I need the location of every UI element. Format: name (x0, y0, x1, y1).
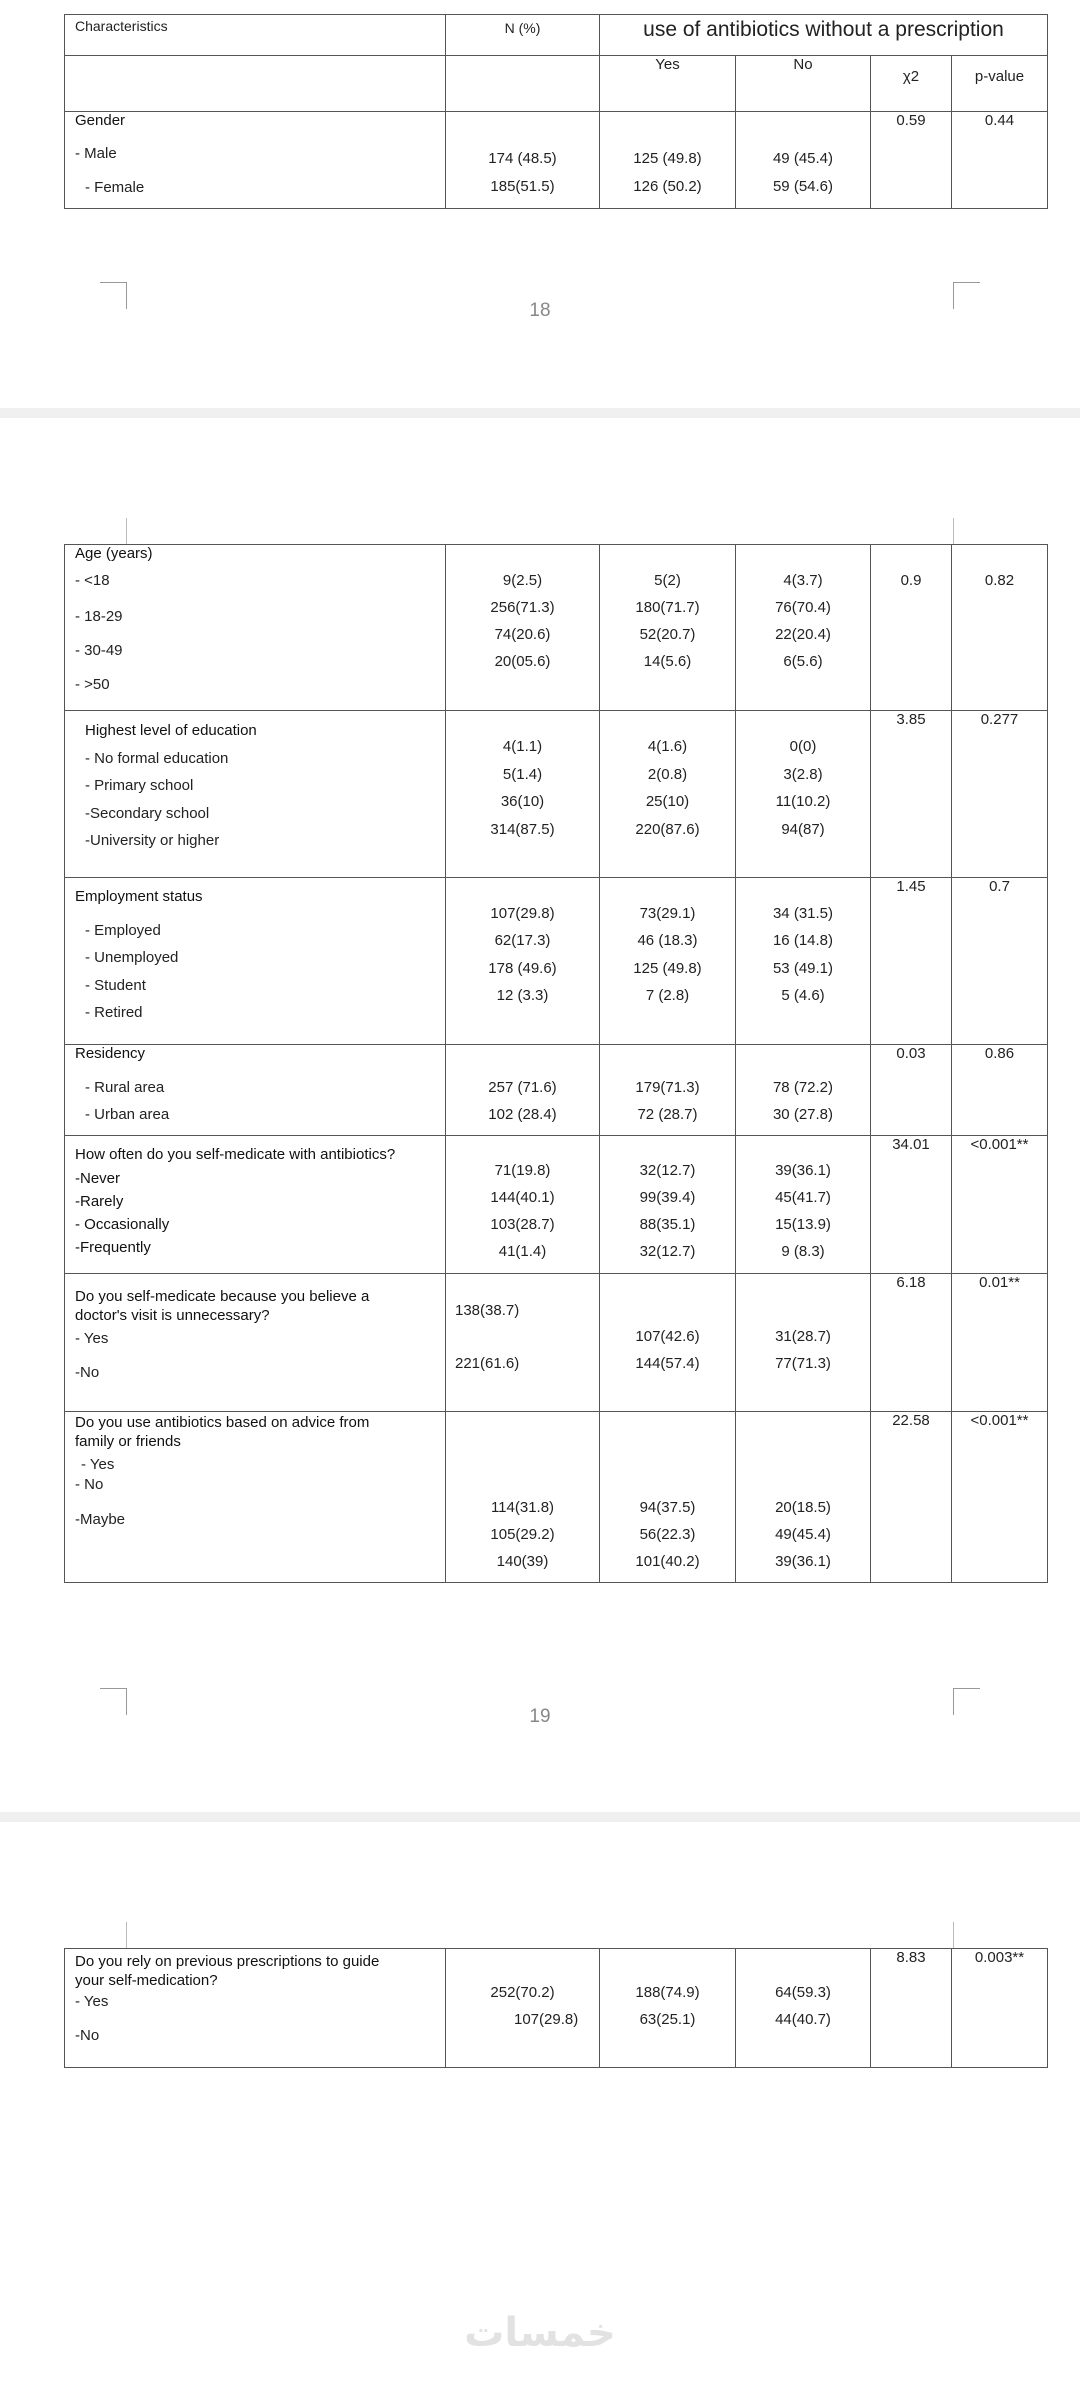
age-title: Age (years) (75, 545, 153, 562)
previous-title-line2: your self-medication? (75, 1972, 218, 1989)
employment-row-label: - Student (85, 977, 146, 994)
employment-chi2-value: 1.45 (896, 878, 926, 895)
age-n (446, 545, 600, 711)
frequency-no-value: 45(41.7) (775, 1189, 831, 1206)
education-n-value: 36(10) (500, 793, 545, 810)
residency-p (952, 1045, 1048, 1136)
age-n-value: 256(71.3) (490, 599, 555, 616)
age-chi2 (871, 545, 952, 711)
gender-labels (65, 112, 446, 209)
age-no-value: 76(70.4) (775, 599, 831, 616)
advice-chi2 (871, 1412, 952, 1583)
frequency-row-label: - Occasionally (75, 1216, 170, 1233)
age-row-label: - <18 (75, 572, 110, 589)
frequency-row-label: -Frequently (75, 1239, 151, 1256)
frequency-title: How often do you self-medicate with antibiotics? (75, 1146, 396, 1163)
gender-row-label: - Female (85, 179, 145, 196)
employment-yes-value: 46 (18.3) (637, 932, 698, 949)
education-no (736, 711, 871, 878)
education-labels (65, 711, 446, 878)
doctor-no-value: 31(28.7) (775, 1328, 831, 1345)
doctor-labels (65, 1274, 446, 1412)
header-yes-cell (600, 56, 736, 112)
page-separator (0, 408, 1080, 418)
previous-yes (600, 1949, 736, 2068)
frequency-n-value: 71(19.8) (494, 1162, 551, 1179)
gender-n-value: 185(51.5) (490, 178, 555, 195)
frequency-no (736, 1136, 871, 1274)
education-no-value: 94(87) (781, 821, 825, 838)
residency-title: Residency (75, 1045, 146, 1062)
employment-no-value: 5 (4.6) (781, 987, 825, 1004)
header-chi2-cell (871, 56, 952, 112)
residency-labels (65, 1045, 446, 1136)
page-number: 18 (529, 300, 551, 321)
residency-yes (600, 1045, 736, 1136)
header-no: No (793, 56, 813, 73)
frequency-n (446, 1136, 600, 1274)
education-row-label: -University or higher (85, 832, 220, 849)
header-n-cell (446, 15, 600, 56)
education-yes-value: 25(10) (645, 793, 690, 810)
previous-row-label: -No (75, 2027, 100, 2044)
gender-no-value: 59 (54.6) (772, 178, 834, 195)
advice-row-label: - Yes (81, 1456, 115, 1473)
frequency-yes (600, 1136, 736, 1274)
frequency-yes-value: 88(35.1) (639, 1216, 696, 1233)
page-corner-mark (126, 1922, 127, 1948)
residency-no-value: 78 (72.2) (772, 1079, 834, 1096)
doctor-p-value: 0.01** (979, 1274, 1020, 1291)
previous-no (736, 1949, 871, 2068)
advice-p-value: <0.001** (970, 1412, 1029, 1429)
page-corner-mark (953, 518, 954, 544)
advice-no-value: 39(36.1) (775, 1553, 831, 1570)
age-row-label: - >50 (75, 676, 110, 693)
gender-p (952, 112, 1048, 209)
frequency-p-value: <0.001** (970, 1136, 1029, 1153)
frequency-labels (65, 1136, 446, 1274)
age-no-value: 4(3.7) (783, 572, 823, 589)
age-chi2-value: 0.9 (900, 572, 922, 589)
advice-yes (600, 1412, 736, 1583)
age-no-value: 22(20.4) (775, 626, 831, 643)
page-number: 19 (529, 1706, 551, 1727)
education-yes (600, 711, 736, 878)
frequency-chi2 (871, 1136, 952, 1274)
doctor-yes-value: 144(57.4) (635, 1355, 700, 1372)
page-19 (0, 418, 1080, 1812)
education-row-label: -Secondary school (85, 805, 210, 822)
employment-yes-value: 125 (49.8) (633, 960, 702, 977)
previous-chi2-value: 8.83 (896, 1949, 926, 1966)
gender-yes-value: 126 (50.2) (633, 178, 702, 195)
gender-no-value: 49 (45.4) (772, 150, 834, 167)
previous-no-value: 44(40.7) (775, 2011, 831, 2028)
age-p (952, 545, 1048, 711)
age-labels (65, 545, 446, 711)
employment-yes-value: 73(29.1) (639, 905, 696, 922)
age-yes-value: 14(5.6) (643, 653, 692, 670)
education-n-value: 314(87.5) (490, 821, 555, 838)
employment-row-label: - Employed (85, 922, 161, 939)
frequency-no-value: 9 (8.3) (781, 1243, 825, 1260)
frequency-no-value: 39(36.1) (775, 1162, 831, 1179)
education-n (446, 711, 600, 878)
gender-no (736, 112, 871, 209)
employment-no-value: 34 (31.5) (772, 905, 834, 922)
education-chi2-value: 3.85 (896, 711, 926, 728)
header-p: p-value (974, 68, 1025, 85)
education-title: Highest level of education (85, 722, 257, 739)
employment-n-value: 178 (49.6) (488, 960, 557, 977)
doctor-title-line1: Do you self-medicate because you believe a (75, 1288, 370, 1305)
residency-chi2 (871, 1045, 952, 1136)
education-no-value: 3(2.8) (783, 766, 823, 783)
education-yes-value: 220(87.6) (635, 821, 700, 838)
employment-title: Employment status (75, 888, 203, 905)
previous-yes-value: 63(25.1) (639, 2011, 696, 2028)
header-group: use of antibiotics without a prescription (643, 18, 1004, 41)
residency-n (446, 1045, 600, 1136)
gender-n-value: 174 (48.5) (488, 150, 557, 167)
gender-yes (600, 112, 736, 209)
advice-n (446, 1412, 600, 1583)
age-yes-value: 5(2) (654, 572, 681, 589)
employment-p (952, 878, 1048, 1045)
frequency-chi2-value: 34.01 (892, 1136, 930, 1153)
education-n-value: 4(1.1) (502, 738, 543, 755)
doctor-n (446, 1274, 600, 1412)
advice-title-line1: Do you use antibiotics based on advice from (75, 1414, 370, 1431)
header-chi2: χ2 (902, 68, 920, 85)
residency-row-label: - Rural area (85, 1079, 165, 1096)
advice-title-line2: family or friends (75, 1433, 181, 1450)
education-yes-value: 4(1.6) (647, 738, 688, 755)
doctor-n-value: 138(38.7) (455, 1302, 520, 1319)
employment-no-value: 53 (49.1) (772, 960, 834, 977)
previous-title-line1: Do you rely on previous prescriptions to guide (75, 1953, 380, 1970)
gender-chi2-value: 0.59 (896, 112, 926, 129)
table-demographics (64, 544, 1048, 1583)
doctor-row-label: -No (75, 1364, 100, 1381)
doctor-n-value: 221(61.6) (455, 1355, 520, 1372)
education-p-value: 0.277 (980, 711, 1019, 728)
gender-p-value: 0.44 (984, 112, 1015, 129)
gender-yes-value: 125 (49.8) (633, 150, 702, 167)
previous-labels (65, 1949, 446, 2068)
frequency-no-value: 15(13.9) (775, 1216, 831, 1233)
age-row-label: - 18-29 (75, 608, 123, 625)
previous-no-value: 64(59.3) (775, 1984, 831, 2001)
employment-yes-value: 7 (2.8) (645, 987, 690, 1004)
page-separator (0, 1812, 1080, 1822)
residency-no (736, 1045, 871, 1136)
residency-p-value: 0.86 (984, 1045, 1015, 1062)
page-18 (0, 0, 1080, 408)
residency-chi2-value: 0.03 (896, 1045, 926, 1062)
frequency-row-label: -Never (75, 1170, 121, 1187)
age-n-value: 74(20.6) (494, 626, 551, 643)
header-n: N (%) (504, 20, 541, 36)
age-yes-value: 180(71.7) (635, 599, 700, 616)
previous-n (446, 1949, 600, 2068)
previous-yes-value: 188(74.9) (635, 1984, 700, 2001)
advice-n-value: 105(29.2) (490, 1526, 555, 1543)
gender-chi2 (871, 112, 952, 209)
advice-no-value: 49(45.4) (775, 1526, 831, 1543)
frequency-yes-value: 32(12.7) (639, 1243, 696, 1260)
header-characteristics-cell (65, 15, 446, 56)
frequency-n-value: 144(40.1) (490, 1189, 555, 1206)
residency-yes-value: 72 (28.7) (637, 1106, 698, 1123)
doctor-row-label: - Yes (75, 1330, 109, 1347)
doctor-yes (600, 1274, 736, 1412)
page-20 (0, 1822, 1080, 2400)
advice-row-label: - No (75, 1476, 104, 1493)
table-previous-prescriptions (64, 1948, 1048, 2068)
residency-n-value: 257 (71.6) (488, 1079, 557, 1096)
residency-n-value: 102 (28.4) (488, 1106, 557, 1123)
employment-no (736, 878, 871, 1045)
frequency-p (952, 1136, 1048, 1274)
doctor-no (736, 1274, 871, 1412)
page-corner-mark (953, 1922, 954, 1948)
advice-chi2-value: 22.58 (892, 1412, 930, 1429)
doctor-p (952, 1274, 1048, 1412)
education-row-label: - No formal education (85, 750, 229, 767)
employment-row-label: - Retired (85, 1004, 143, 1021)
gender-n (446, 112, 600, 209)
age-n-value: 9(2.5) (502, 572, 543, 589)
advice-row-label: -Maybe (75, 1511, 126, 1528)
employment-yes (600, 878, 736, 1045)
advice-labels (65, 1412, 446, 1583)
employment-chi2 (871, 878, 952, 1045)
advice-yes-value: 101(40.2) (635, 1553, 700, 1570)
advice-yes-value: 94(37.5) (639, 1499, 696, 1516)
previous-row-label: - Yes (75, 1993, 109, 2010)
age-p-value: 0.82 (984, 572, 1015, 589)
age-no-value: 6(5.6) (783, 653, 823, 670)
previous-p (952, 1949, 1048, 2068)
advice-n-value: 114(31.8) (490, 1499, 555, 1516)
employment-n (446, 878, 600, 1045)
education-p (952, 711, 1048, 878)
frequency-row-label: -Rarely (75, 1193, 124, 1210)
doctor-no-value: 77(71.3) (775, 1355, 831, 1372)
previous-n-value: 252(70.2) (490, 1984, 555, 2001)
residency-yes-value: 179(71.3) (635, 1079, 700, 1096)
header-yes: Yes (655, 56, 680, 73)
page-corner-mark (126, 518, 127, 544)
watermark-logo: خمسات (464, 2311, 616, 2355)
employment-labels (65, 878, 446, 1045)
education-n-value: 5(1.4) (502, 766, 543, 783)
frequency-n-value: 41(1.4) (498, 1243, 547, 1260)
employment-n-value: 62(17.3) (494, 932, 551, 949)
previous-n-value: 107(29.8) (514, 2011, 579, 2028)
header-group-cell (600, 15, 1048, 56)
table-gender (64, 14, 1048, 209)
advice-yes-value: 56(22.3) (639, 1526, 696, 1543)
advice-p (952, 1412, 1048, 1583)
gender-title: Gender (75, 112, 126, 129)
advice-n-value: 140(39) (496, 1553, 549, 1570)
employment-no-value: 16 (14.8) (772, 932, 834, 949)
previous-chi2 (871, 1949, 952, 2068)
employment-n-value: 12 (3.3) (496, 987, 549, 1004)
employment-p-value: 0.7 (989, 878, 1010, 895)
age-n-value: 20(05.6) (494, 653, 551, 670)
header-characteristics: Characteristics (75, 18, 168, 34)
header-p-cell (952, 56, 1048, 112)
employment-n-value: 107(29.8) (490, 905, 555, 922)
residency-no-value: 30 (27.8) (772, 1106, 834, 1123)
frequency-yes-value: 32(12.7) (639, 1162, 696, 1179)
previous-p-value: 0.003** (974, 1949, 1025, 1966)
doctor-title-line2: doctor's visit is unnecessary? (75, 1307, 270, 1324)
frequency-n-value: 103(28.7) (490, 1216, 555, 1233)
gender-row-label: - Male (75, 145, 117, 162)
frequency-yes-value: 99(39.4) (639, 1189, 696, 1206)
education-chi2 (871, 711, 952, 878)
residency-row-label: - Urban area (85, 1106, 170, 1123)
education-yes-value: 2(0.8) (647, 766, 688, 783)
advice-no-value: 20(18.5) (775, 1499, 831, 1516)
doctor-yes-value: 107(42.6) (635, 1328, 700, 1345)
doctor-chi2-value: 6.18 (896, 1274, 926, 1291)
age-row-label: - 30-49 (75, 642, 123, 659)
age-yes-value: 52(20.7) (639, 626, 696, 643)
age-yes (600, 545, 736, 711)
age-no (736, 545, 871, 711)
education-no-value: 11(10.2) (775, 793, 831, 810)
doctor-chi2 (871, 1274, 952, 1412)
education-row-label: - Primary school (85, 777, 194, 794)
header-no-cell (736, 56, 871, 112)
education-no-value: 0(0) (789, 738, 817, 755)
advice-no (736, 1412, 871, 1583)
employment-row-label: - Unemployed (85, 949, 179, 966)
